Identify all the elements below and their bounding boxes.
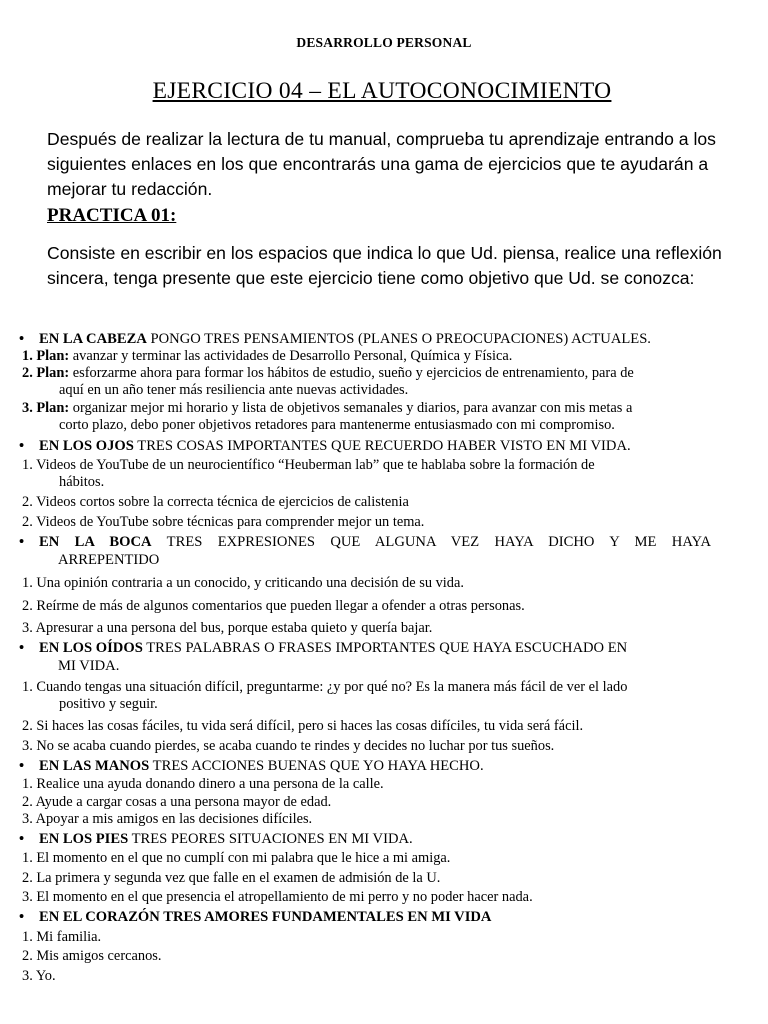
practica-heading: PRACTICA 01: (47, 205, 177, 226)
list-item: 2. Ayude a cargar cosas a una persona mayor de edad. (22, 794, 332, 810)
list-item: 1. Una opinión contraria a un conocido, y criticando una decisión de su vida. (22, 575, 464, 591)
section-label: EN LOS PIES (39, 831, 129, 847)
list-item: 2. Videos de YouTube sobre técnicas para comprender mejor un tema. (22, 514, 425, 530)
bullet-icon: • (19, 534, 25, 550)
list-item: 2. Si haces las cosas fáciles, tu vida será difícil, pero si haces las cosas difíciles, tu vida será fácil. (22, 718, 584, 734)
section-cabeza-heading (19, 330, 719, 348)
list-item: 1. Plan: avanzar y terminar las actividades de Desarrollo Personal, Química y Física. (22, 348, 513, 364)
bullet-icon: • (19, 640, 25, 656)
list-item: 1. El momento en el que no cumplí con mi palabra que le hice a mi amiga. (22, 850, 451, 866)
bullet-icon: • (19, 909, 25, 925)
section-text: TRES ACCIONES BUENAS QUE YO HAYA HECHO. (149, 758, 484, 774)
list-item: 2. Mis amigos cercanos. (22, 948, 162, 964)
section-label: EN LOS OJOS (39, 438, 134, 454)
section-text: TRES PALABRAS O FRASES IMPORTANTES QUE HAYA ESCUCHADO EN (142, 640, 628, 656)
section-label: EN LAS MANOS (39, 758, 150, 774)
list-item: 1. Mi familia. (22, 929, 102, 945)
document-title: EJERCICIO 04 – EL AUTOCONOCIMIENTO (152, 78, 612, 104)
section-oidos-heading: • EN LOS OÍDOS TRES PALABRAS O FRASES IMPORTANTES QUE HAYA ESCUCHADO EN MI VIDA. (19, 640, 628, 674)
section-corazon-heading (19, 908, 719, 926)
list-item: 2. Reírme de más de algunos comentarios que pueden llegar a ofender a otras personas. (22, 598, 525, 614)
bullet-icon: • (19, 758, 25, 774)
section-label: EN LOS OÍDOS (39, 640, 143, 656)
list-item: 1. Cuando tengas una situación difícil, preguntarme: ¿y por qué no? Es la manera más fácil de ver el lado positivo y seguir. (22, 679, 628, 712)
section-text: PONGO TRES PENSAMIENTOS (PLANES O PREOCUPACIONES) ACTUALES. (146, 331, 651, 347)
list-item: 1. Realice una ayuda donando dinero a una persona de la calle. (22, 776, 384, 792)
list-item: 3. Apoyar a mis amigos en las decisiones difíciles. (22, 811, 313, 827)
document-header: DESARROLLO PERSONAL (296, 35, 472, 50)
section-text: TRES COSAS IMPORTANTES QUE RECUERDO HABER VISTO EN MI VIDA. (133, 438, 631, 454)
list-item: 3. Plan: organizar mejor mi horario y lista de objetivos semanales y diarios, para avanzar con mis metas a corto plazo, debo poner objetivos retadores para mantenerme entusiasmado con mi compromiso. (22, 400, 633, 433)
list-item: 2. La primera y segunda vez que falle en el examen de admisión de la U. (22, 870, 441, 886)
list-item: 3. Apresurar a una persona del bus, porque estaba quieto y quería bajar. (22, 620, 433, 636)
list-item: 2. Plan: esforzarme ahora para formar los hábitos de estudio, sueño y ejercicios de entrenamiento, para de aquí en un año tener más resiliencia ante nuevas actividades. (22, 365, 634, 398)
intro-paragraph: Después de realizar la lectura de tu manual, comprueba tu aprendizaje entrando a los siguientes enlaces en los que encontrarás una gama de ejercicios que te ayudarán a mejorar tu redacción. (47, 129, 716, 199)
section-label: EN EL CORAZÓN TRES AMORES FUNDAMENTALES EN MI VIDA (39, 909, 492, 925)
section-manos-heading (19, 757, 719, 775)
section-boca-heading: • EN LA BOCA TRES EXPRESIONES QUE ALGUNA VEZ HAYA DICHO Y ME HAYA ARREPENTIDO (19, 534, 711, 568)
bullet-icon: • (19, 438, 25, 454)
list-item: 1. Videos de YouTube de un neurocientífico “Heuberman lab” que te hablaba sobre la formación de hábitos. (22, 457, 595, 490)
bullet-icon: • (19, 331, 25, 347)
section-pies-heading (19, 830, 719, 848)
section-text: TRES PEORES SITUACIONES EN MI VIDA. (128, 831, 413, 847)
list-item: 2. Videos cortos sobre la correcta técnica de ejercicios de calistenia (22, 494, 409, 510)
section-text: TRES EXPRESIONES QUE ALGUNA VEZ HAYA DICHO Y ME HAYA (151, 534, 711, 550)
section-label: EN LA CABEZA (39, 331, 147, 347)
section-label: EN LA BOCA (39, 534, 152, 550)
bullet-icon: • (19, 831, 25, 847)
list-item: 3. No se acaba cuando pierdes, se acaba cuando te rindes y decides no luchar por tus sueños. (22, 738, 555, 754)
section-ojos-heading (19, 437, 719, 455)
instructions-paragraph: Consiste en escribir en los espacios que indica lo que Ud. piensa, realice una reflexión sincera, tenga presente que este ejercicio tiene como objetivo que Ud. se conozca: (47, 243, 722, 288)
list-item: 3. El momento en el que presencia el atropellamiento de mi perro y no poder hacer nada. (22, 889, 533, 905)
list-item: 3. Yo. (22, 968, 56, 984)
